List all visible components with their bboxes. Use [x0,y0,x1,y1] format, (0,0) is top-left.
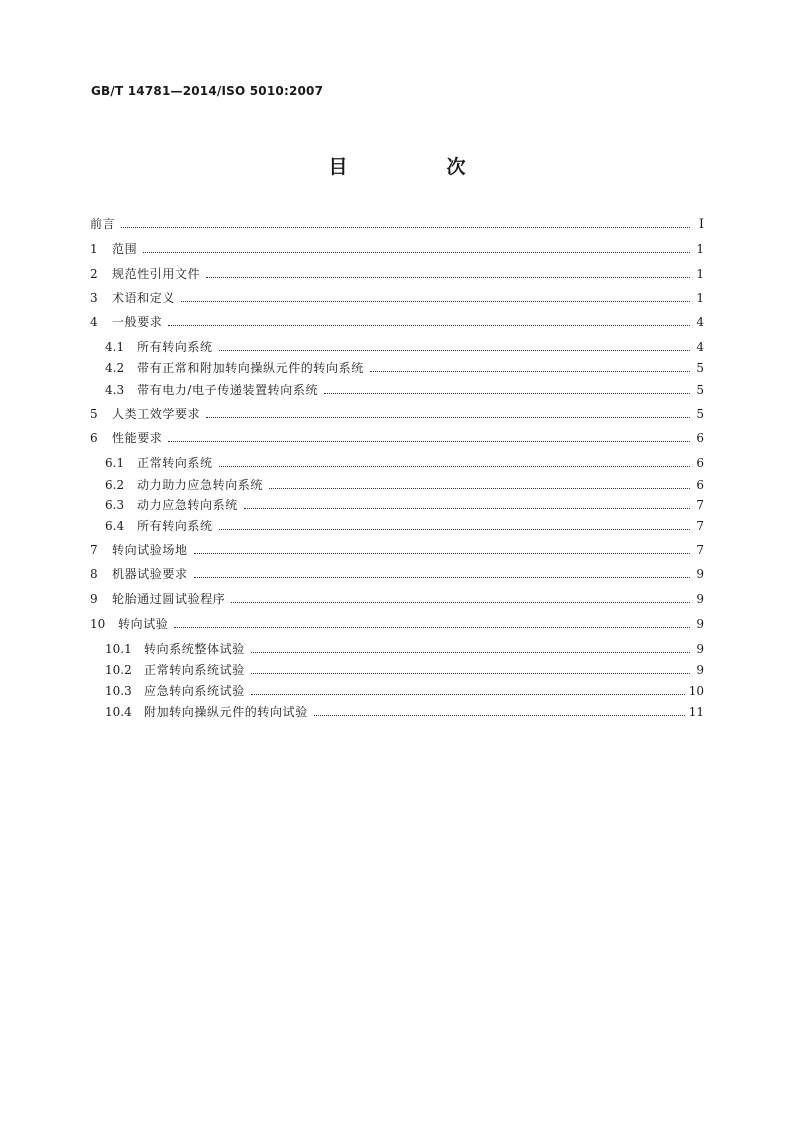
toc-entry-title: 转向试验场地 [112,543,188,557]
toc-entry[interactable] [105,337,704,357]
toc-entry-number: 6.4 [105,519,125,533]
toc-entry-page-number: 7 [696,543,704,557]
dot-leader [143,251,690,253]
toc-entry-title: 一般要求 [112,315,163,329]
dot-leader [251,693,685,695]
toc-entry-page-number: 1 [696,267,704,281]
dot-leader [231,601,690,603]
toc-entry-number: 6.3 [105,498,125,512]
toc-entry-number: 8 [90,567,98,581]
toc-entry[interactable] [90,214,704,234]
toc-entry-title: 转向系统整体试验 [144,642,245,656]
toc-entry-number: 10.2 [105,663,132,677]
dot-leader [206,276,690,278]
toc-entry-page-number: 9 [696,567,704,581]
toc-entry-title: 动力应急转向系统 [137,498,238,512]
toc-entry-title: 人类工效学要求 [112,407,201,421]
dot-leader [370,370,690,372]
toc-entry-number: 10 [90,617,106,631]
toc-entry[interactable] [105,358,704,378]
toc-entry[interactable] [105,380,704,400]
toc-entry[interactable] [90,264,704,284]
toc-entry-page-number: 10 [688,684,704,698]
dot-leader [121,226,690,228]
toc-entry-title: 应急转向系统试验 [144,684,245,698]
dot-leader [244,507,690,509]
toc-entry-title: 附加转向操纵元件的转向试验 [144,705,308,719]
toc-entry-page-number: 9 [696,592,704,606]
toc-entry[interactable] [90,288,704,308]
toc-entry-page-number: 11 [688,705,704,719]
toc-entry-number: 10.1 [105,642,132,656]
toc-entry-number: 4 [90,315,98,329]
toc-entry-title: 所有转向系统 [137,340,213,354]
dot-leader [314,714,685,716]
toc-entry[interactable] [90,428,704,448]
toc-entry[interactable] [90,404,704,424]
toc-entry-number: 4.3 [105,383,125,397]
toc-entry-number: 7 [90,543,98,557]
toc-entry[interactable] [105,639,704,659]
toc-entry-number: 2 [90,267,98,281]
toc-entry[interactable] [90,589,704,609]
toc-entry[interactable] [105,660,704,680]
toc-entry-page-number: 6 [696,456,704,470]
toc-entry-page-number: 6 [696,431,704,445]
toc-entry-page-number: 1 [696,291,704,305]
dot-leader [219,349,690,351]
toc-entry-number: 4.1 [105,340,125,354]
dot-leader [251,651,690,653]
toc-entry-number: 6 [90,431,98,445]
toc-entry-title: 机器试验要求 [112,567,188,581]
toc-entry[interactable] [105,475,704,495]
toc-entry-page-number: 5 [696,361,704,375]
toc-entry-title: 带有正常和附加转向操纵元件的转向系统 [137,361,364,375]
toc-entry-page-number: 4 [696,315,704,329]
toc-entry-page-number: 9 [696,663,704,677]
toc-entry[interactable] [105,702,704,722]
page-title: 目 次 [328,156,506,178]
dot-leader [206,416,690,418]
toc-entry-number: 9 [90,592,98,606]
toc-entry-page-number: 9 [696,617,704,631]
toc-entry-title: 正常转向系统试验 [144,663,245,677]
toc-entry-number: 6.1 [105,456,125,470]
toc-entry[interactable] [90,540,704,560]
toc-entry-title: 所有转向系统 [137,519,213,533]
toc-entry-title: 带有电力/电子传递装置转向系统 [137,383,319,397]
toc-entry[interactable] [105,681,704,701]
dot-leader [174,626,690,628]
toc-entry-page-number: Ⅰ [698,217,704,232]
toc-entry[interactable] [90,239,704,259]
toc-entry-page-number: 7 [696,519,704,533]
dot-leader [194,552,690,554]
toc-entry-title: 轮胎通过圆试验程序 [112,592,226,606]
dot-leader [168,324,690,326]
toc-entry[interactable] [105,453,704,473]
toc-entry[interactable] [90,312,704,332]
standard-code: GB/T 14781—2014/ISO 5010:2007 [91,84,324,98]
dot-leader [194,576,690,578]
toc-entry-title: 术语和定义 [112,291,176,305]
toc-entry-number: 4.2 [105,361,125,375]
toc-entry-number: 6.2 [105,478,125,492]
toc-entry-number: 3 [90,291,98,305]
toc-entry-page-number: 7 [696,498,704,512]
toc-entry-page-number: 5 [696,383,704,397]
toc-entry-title: 前言 [90,217,116,231]
toc-entry-number: 1 [90,242,98,256]
dot-leader [168,440,690,442]
toc-entry-page-number: 6 [696,478,704,492]
toc-entry-page-number: 1 [696,242,704,256]
dot-leader [324,392,690,394]
toc-entry-title: 规范性引用文件 [112,267,201,281]
toc-entry-page-number: 9 [696,642,704,656]
toc-entry-title: 转向试验 [118,617,169,631]
dot-leader [181,300,690,302]
toc-entry-title: 正常转向系统 [137,456,213,470]
dot-leader [269,487,690,489]
dot-leader [219,528,690,530]
toc-entry[interactable] [90,614,704,634]
toc-entry-page-number: 5 [696,407,704,421]
toc-entry[interactable] [105,516,704,536]
dot-leader [219,465,690,467]
toc-entry-number: 5 [90,407,98,421]
toc-entry-page-number: 4 [696,340,704,354]
toc-entry[interactable] [105,495,704,515]
toc-entry-number: 10.3 [105,684,132,698]
toc-entry[interactable] [90,564,704,584]
toc-entry-number: 10.4 [105,705,132,719]
toc-entry-title: 性能要求 [112,431,163,445]
toc-entry-title: 动力助力应急转向系统 [137,478,264,492]
dot-leader [251,672,690,674]
toc-entry-title: 范围 [112,242,138,256]
